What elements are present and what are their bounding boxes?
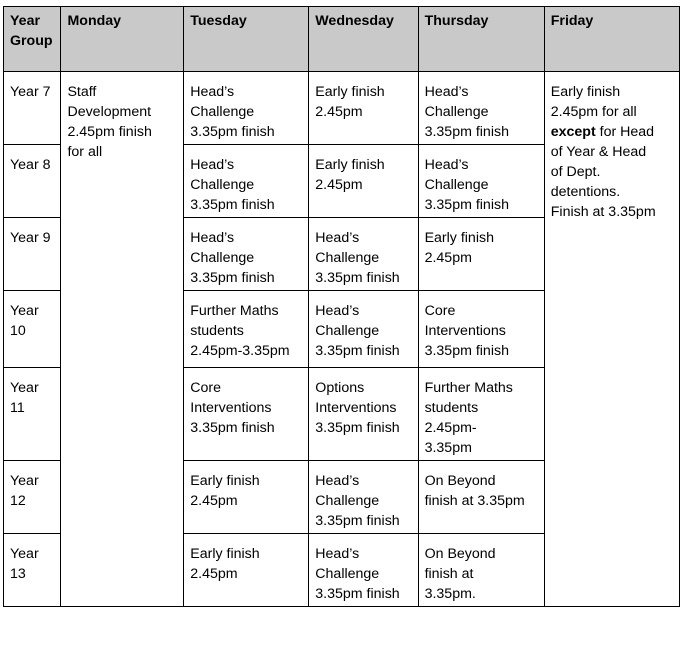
wednesday-cell: Early finish 2.45pm	[309, 145, 418, 218]
wednesday-cell: Options Interventions 3.35pm finish	[309, 368, 418, 461]
friday-cell	[544, 72, 679, 607]
friday-except-bold: except	[550, 124, 596, 140]
thursday-cell: Head’s Challenge 3.35pm finish	[418, 72, 544, 145]
wednesday-cell: Early finish 2.45pm	[309, 72, 418, 145]
header-row	[4, 7, 680, 72]
tuesday-cell: Early finish 2.45pm	[184, 534, 309, 607]
tuesday-cell: Further Maths students 2.45pm-3.35pm	[184, 291, 309, 368]
tuesday-cell: Head’s Challenge 3.35pm finish	[184, 72, 309, 145]
header-wednesday: Wednesday	[309, 7, 418, 72]
friday-text-part1: Early finish 2.45pm for all	[550, 84, 637, 120]
year-cell: Year 8	[4, 145, 61, 218]
header-tuesday: Tuesday	[184, 7, 309, 72]
after-school-timetable	[3, 6, 680, 607]
thursday-cell: On Beyond finish at 3.35pm	[418, 461, 544, 534]
header-thursday: Thursday	[418, 7, 544, 72]
thursday-cell: Core Interventions 3.35pm finish	[418, 291, 544, 368]
wednesday-cell: Head’s Challenge 3.35pm finish	[309, 291, 418, 368]
tuesday-cell: Head’s Challenge 3.35pm finish	[184, 218, 309, 291]
thursday-cell: Further Maths students 2.45pm- 3.35pm	[418, 368, 544, 461]
thursday-cell: Head’s Challenge 3.35pm finish	[418, 145, 544, 218]
tuesday-cell: Core Interventions 3.35pm finish	[184, 368, 309, 461]
thursday-cell: Early finish 2.45pm	[418, 218, 544, 291]
tuesday-cell: Early finish 2.45pm	[184, 461, 309, 534]
table-row-year-7	[4, 72, 680, 145]
year-cell: Year 12	[4, 461, 61, 534]
header-year-group: Year Group	[4, 7, 61, 72]
monday-cell: Staff Development 2.45pm finish for all	[61, 72, 184, 607]
year-cell: Year 7	[4, 72, 61, 145]
header-friday: Friday	[544, 7, 679, 72]
wednesday-cell: Head’s Challenge 3.35pm finish	[309, 218, 418, 291]
year-cell: Year 9	[4, 218, 61, 291]
year-cell: Year 13	[4, 534, 61, 607]
wednesday-cell: Head’s Challenge 3.35pm finish	[309, 461, 418, 534]
tuesday-cell: Head’s Challenge 3.35pm finish	[184, 145, 309, 218]
thursday-cell: On Beyond finish at 3.35pm.	[418, 534, 544, 607]
wednesday-cell: Head’s Challenge 3.35pm finish	[309, 534, 418, 607]
header-monday: Monday	[61, 7, 184, 72]
year-cell: Year 11	[4, 368, 61, 461]
year-cell: Year 10	[4, 291, 61, 368]
friday-text-part2: for Head of Year & Head of Dept. detentions. Finish at 3.35pm	[550, 124, 656, 220]
